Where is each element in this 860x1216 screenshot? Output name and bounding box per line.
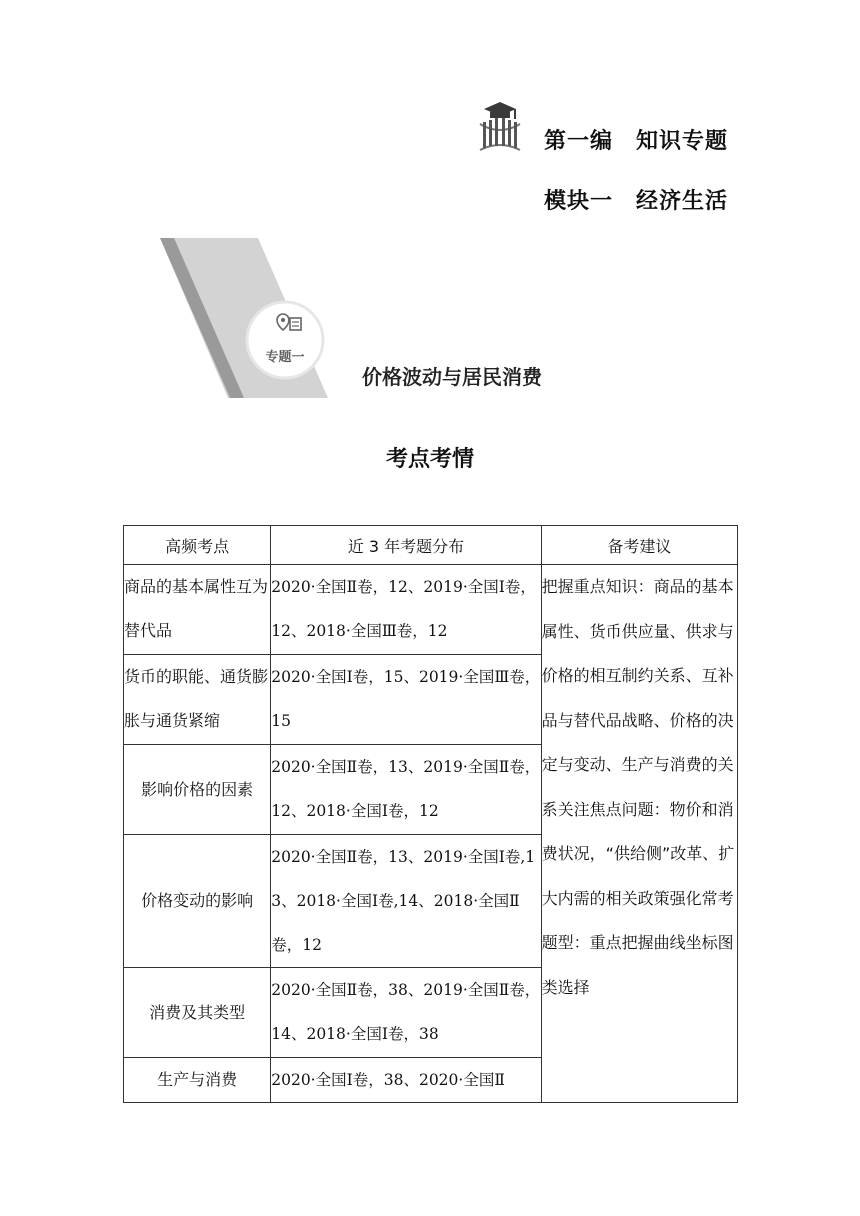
exam-distribution-table (123, 525, 738, 1103)
distribution-cell: 2020·全国Ⅱ卷，13、2019·全国Ⅰ卷,13、2018·全国Ⅰ卷,14、2018·全国Ⅱ卷，12 (271, 835, 541, 968)
header-frequent-points: 高频考点 (124, 526, 271, 565)
distribution-cell: 2020·全国Ⅱ卷，12、2019·全国Ⅰ卷，12、2018·全国Ⅲ卷，12 (271, 565, 541, 655)
distribution-cell: 2020·全国Ⅱ卷，13、2019·全国Ⅱ卷，12、2018·全国Ⅰ卷，12 (271, 745, 541, 835)
graduation-books-icon (476, 100, 524, 152)
table-row (124, 565, 738, 655)
topic-banner-graphic (150, 236, 340, 400)
point-cell: 消费及其类型 (124, 968, 271, 1058)
section-title: 考点考情 (385, 447, 474, 472)
point-cell: 商品的基本属性互为替代品 (124, 565, 271, 655)
distribution-cell: 2020·全国Ⅰ卷，15、2019·全国Ⅲ卷，15 (271, 655, 541, 745)
header-advice: 备考建议 (541, 526, 737, 565)
edition-title: 第一编 知识专题 (544, 129, 729, 154)
point-cell: 生产与消费 (124, 1058, 271, 1103)
distribution-cell: 2020·全国Ⅱ卷，38、2019·全国Ⅱ卷，14、2018·全国Ⅰ卷，38 (271, 968, 541, 1058)
table-header-row (124, 526, 738, 565)
point-cell: 影响价格的因素 (124, 745, 271, 835)
topic-title: 价格波动与居民消费 (362, 365, 542, 389)
advice-cell: 把握重点知识：商品的基本属性、货币供应量、供求与价格的相互制约关系、互补品与替代品战略、价格的决定与变动、生产与消费的关系关注焦点问题：物价和消费状况，“供给侧”改革、扩大内需的相关政策强化常考题型：重点把握曲线坐标图类选择 (541, 565, 737, 1103)
topic-badge-label: 专题一 (265, 350, 305, 365)
module-title: 模块一 经济生活 (544, 189, 729, 214)
point-cell: 货币的职能、通货膨胀与通货紧缩 (124, 655, 271, 745)
point-cell: 价格变动的影响 (124, 835, 271, 968)
header-distribution: 近 3 年考题分布 (271, 526, 541, 565)
distribution-cell: 2020·全国Ⅰ卷，38、2020·全国Ⅱ (271, 1058, 541, 1103)
